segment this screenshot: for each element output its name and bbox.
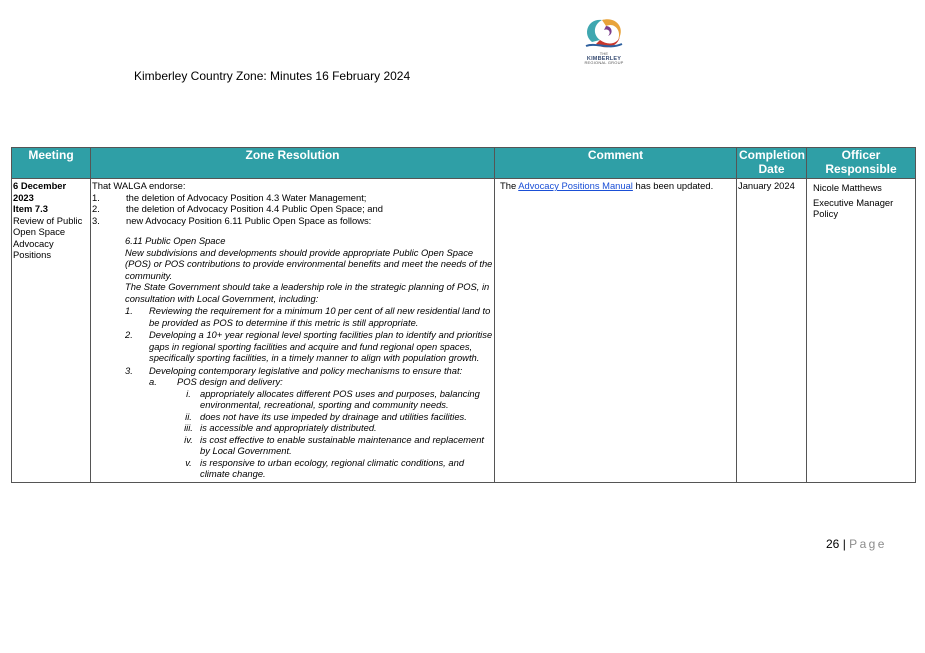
meeting-item: Item 7.3 — [13, 203, 48, 214]
column-header-completion-date: Completion Date — [737, 148, 807, 179]
list-item: iii. is accessible and appropriately distributed. — [184, 422, 377, 433]
column-header-zone-resolution: Zone Resolution — [91, 148, 495, 179]
column-header-comment: Comment — [495, 148, 737, 179]
logo-swirl-icon — [578, 12, 630, 52]
list-item: 2. Developing a 10+ year regional level sporting facilities plan to identify and prioritise gaps in regional sporting facilities and acquire and fund regional open spaces, specifically sporting facilities, in a timely manner to align with population growth. — [125, 329, 493, 363]
resolution-list — [92, 192, 493, 227]
column-header-officer-responsible: Officer Responsible — [807, 148, 916, 179]
table-header-row — [12, 148, 916, 179]
advocacy-positions-manual-link[interactable]: Advocacy Positions Manual — [518, 180, 633, 191]
meeting-cell — [12, 179, 91, 483]
resolution-intro: That WALGA endorse: — [92, 180, 186, 191]
list-item: v. is responsive to urban ecology, regional climatic conditions, and climate change. — [185, 456, 465, 479]
zone-resolution-cell — [91, 179, 495, 483]
position-paragraph: The State Government should take a leadership role in the strategic planning of POS, in consultation with Local Government, including: — [125, 281, 490, 304]
list-item: a. POS design and delivery: — [149, 376, 283, 387]
officer-cell — [807, 179, 916, 483]
meeting-subject: Review of Public Open Space Advocacy Positions — [13, 214, 83, 260]
list-item: 1. the deletion of Advocacy Position 4.3 Water Management; — [92, 191, 367, 203]
officer-name: Nicole Matthews — [813, 182, 882, 193]
minutes-table — [11, 147, 916, 483]
list-item: 3. Developing contemporary legislative and policy mechanisms to ensure that: — [125, 364, 463, 376]
list-item: 2. the deletion of Advocacy Position 4.4 Public Open Space; and — [92, 203, 383, 214]
logo-org-text: THE KIMBERLEY REGIONAL GROUP — [584, 51, 624, 66]
position-heading: 6.11 Public Open Space — [125, 235, 226, 246]
list-item: 3. new Advocacy Position 6.11 Public Open Space as follows: — [92, 214, 372, 226]
list-item: i. appropriately allocates different POS uses and purposes, balancing environmental, recreational, sporting and community needs. — [186, 387, 480, 410]
page-number: 26 | Page — [826, 537, 887, 551]
table-row — [12, 179, 916, 483]
officer-title: Executive Manager Policy — [813, 196, 894, 219]
list-item: 1. Reviewing the requirement for a minimum 10 per cent of all new residential land to be provided as POS to determine if this metric is still appropriate. — [125, 305, 491, 328]
completion-date-cell: January 2024 — [737, 179, 807, 483]
document-title: Kimberley Country Zone: Minutes 16 February 2024 — [134, 69, 411, 83]
meeting-date: 6 December 2023 — [13, 180, 67, 203]
advocacy-position-text — [125, 235, 493, 480]
list-item: ii. does not have its use impeded by drainage and utilities facilities. — [185, 410, 467, 422]
position-paragraph: New subdivisions and developments should provide appropriate Public Open Space (POS) or POS contributions to provide environmental benefits and meet the needs of the community. — [125, 246, 493, 281]
column-header-meeting: Meeting — [12, 148, 91, 179]
list-item: iv. is cost effective to enable sustainable maintenance and replacement by Local Government. — [184, 433, 485, 456]
comment-cell: The Advocacy Positions Manual has been updated. — [495, 179, 737, 483]
kimberley-regional-group-logo — [578, 12, 630, 66]
